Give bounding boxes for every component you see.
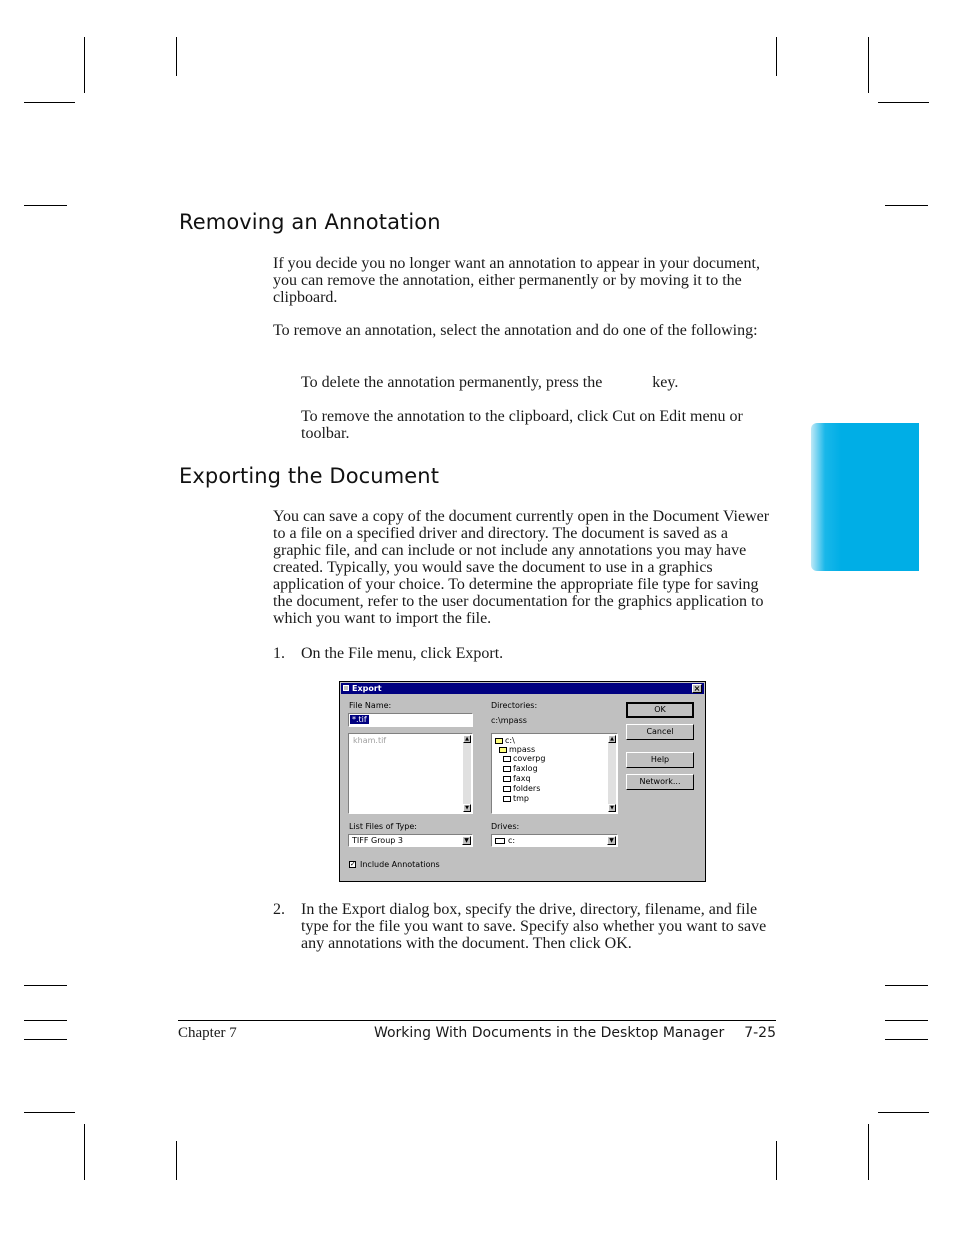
footer-right bbox=[374, 1025, 776, 1041]
directory-item[interactable]: c:\ bbox=[495, 736, 515, 745]
crop-mark bbox=[878, 102, 929, 103]
file-name-value: *.tif bbox=[352, 715, 367, 724]
section-heading-removing: Removing an Annotation bbox=[179, 210, 441, 234]
footer-rule bbox=[178, 1020, 776, 1021]
folder-icon bbox=[503, 786, 511, 792]
directory-list-scrollbar[interactable] bbox=[608, 735, 616, 812]
crop-mark bbox=[24, 1039, 67, 1040]
bullet-text: To delete the annotation permanently, press the bbox=[301, 374, 603, 391]
scroll-down-icon[interactable]: ▼ bbox=[463, 804, 471, 812]
step-text: On the File menu, click Export. bbox=[301, 645, 504, 662]
directories-label: Directories: bbox=[491, 701, 538, 710]
page-number: 7-25 bbox=[744, 1025, 776, 1041]
crop-mark bbox=[176, 37, 177, 76]
step-text: In the Export dialog box, specify the drive, directory, filename, and file type for the file you want to save. Specify also whether you want to save any annotations with the document. Then click OK. bbox=[301, 901, 767, 952]
crop-mark bbox=[776, 1141, 777, 1180]
chevron-down-icon[interactable]: ▼ bbox=[607, 836, 616, 845]
include-annotations-checkbox[interactable]: ✓ bbox=[350, 860, 356, 868]
file-name-input[interactable] bbox=[348, 713, 473, 727]
folder-icon bbox=[503, 766, 511, 772]
folder-open-icon bbox=[495, 738, 503, 744]
paragraph: You can save a copy of the document currently open in the Document Viewer to a file on a specified driver and directory. The document is saved as a graphic file, and can include or not include any annotations you may have created. Typically, you would save the document to use in a graphics application of your choice. To determine the appropriate file type for saving the document, refer to the user documentation for the graphics application to which you want to import the file. bbox=[273, 508, 770, 627]
crop-mark bbox=[878, 1112, 929, 1113]
drive-icon bbox=[495, 838, 505, 844]
list-type-value: TIFF Group 3 bbox=[352, 836, 403, 845]
step-number: 2. bbox=[273, 901, 285, 918]
folder-icon bbox=[503, 776, 511, 782]
cancel-button[interactable]: Cancel bbox=[626, 724, 694, 740]
scroll-up-icon[interactable]: ▲ bbox=[463, 735, 471, 743]
directory-item[interactable]: faxq bbox=[503, 774, 531, 783]
ok-button[interactable]: OK bbox=[626, 702, 694, 718]
folder-open-icon bbox=[499, 747, 507, 753]
directory-item[interactable]: mpass bbox=[499, 745, 535, 754]
folder-icon bbox=[503, 756, 511, 762]
current-directory: c:\mpass bbox=[491, 716, 527, 725]
directory-list[interactable] bbox=[491, 733, 618, 814]
crop-mark bbox=[24, 102, 75, 103]
file-list-item[interactable]: kham.tif bbox=[353, 736, 387, 745]
crop-mark bbox=[24, 205, 67, 206]
include-annotations-label: Include Annotations bbox=[360, 860, 440, 869]
file-name-label: File Name: bbox=[349, 701, 392, 710]
crop-mark bbox=[84, 1124, 85, 1180]
dialog-titlebar[interactable] bbox=[341, 683, 704, 694]
system-menu-icon[interactable] bbox=[343, 685, 349, 691]
directory-item[interactable]: faxlog bbox=[503, 764, 538, 773]
crop-mark bbox=[24, 1112, 75, 1113]
crop-mark bbox=[776, 37, 777, 76]
chapter-tab bbox=[811, 423, 919, 571]
scroll-up-icon[interactable]: ▲ bbox=[608, 735, 616, 743]
paragraph: To remove an annotation, select the annotation and do one of the following: bbox=[273, 322, 758, 339]
folder-icon bbox=[503, 796, 511, 802]
section-heading-exporting: Exporting the Document bbox=[179, 464, 440, 488]
bullet-item bbox=[301, 374, 678, 391]
drives-value: c: bbox=[495, 836, 515, 845]
crop-mark bbox=[176, 1141, 177, 1180]
directory-item[interactable]: tmp bbox=[503, 794, 529, 803]
paragraph: If you decide you no longer want an annotation to appear in your document, you can remove the annotation, either permanently or by moving it to the clipboard. bbox=[273, 255, 760, 306]
crop-mark bbox=[868, 37, 869, 93]
directory-item[interactable]: folders bbox=[503, 784, 540, 793]
drives-label: Drives: bbox=[491, 822, 520, 831]
crop-mark bbox=[885, 205, 928, 206]
crop-mark bbox=[24, 985, 67, 986]
drives-select[interactable] bbox=[491, 834, 618, 847]
crop-mark bbox=[885, 985, 928, 986]
directory-item[interactable]: coverpg bbox=[503, 754, 545, 763]
file-list[interactable] bbox=[348, 733, 473, 814]
crop-mark bbox=[84, 37, 85, 93]
list-type-label: List Files of Type: bbox=[349, 822, 417, 831]
dialog-title: Export bbox=[352, 684, 382, 693]
footer-chapter: Chapter 7 bbox=[178, 1025, 237, 1041]
help-button[interactable]: Help bbox=[626, 752, 694, 768]
crop-mark bbox=[885, 1039, 928, 1040]
crop-mark bbox=[885, 1020, 928, 1021]
footer-title: Working With Documents in the Desktop Manager bbox=[373, 1025, 725, 1041]
bullet-item: To remove the annotation to the clipboard, click Cut on Edit menu or toolbar. bbox=[301, 408, 743, 442]
network-button[interactable]: Network... bbox=[626, 774, 694, 790]
file-list-scrollbar[interactable] bbox=[463, 735, 471, 812]
chevron-down-icon[interactable]: ▼ bbox=[462, 836, 471, 845]
list-type-select[interactable] bbox=[348, 834, 473, 847]
bullet-text: key. bbox=[652, 374, 679, 391]
step-number: 1. bbox=[273, 645, 285, 662]
scroll-down-icon[interactable]: ▼ bbox=[608, 804, 616, 812]
crop-mark bbox=[24, 1020, 67, 1021]
crop-mark bbox=[868, 1124, 869, 1180]
export-dialog bbox=[339, 681, 706, 882]
close-icon[interactable]: × bbox=[693, 684, 701, 693]
